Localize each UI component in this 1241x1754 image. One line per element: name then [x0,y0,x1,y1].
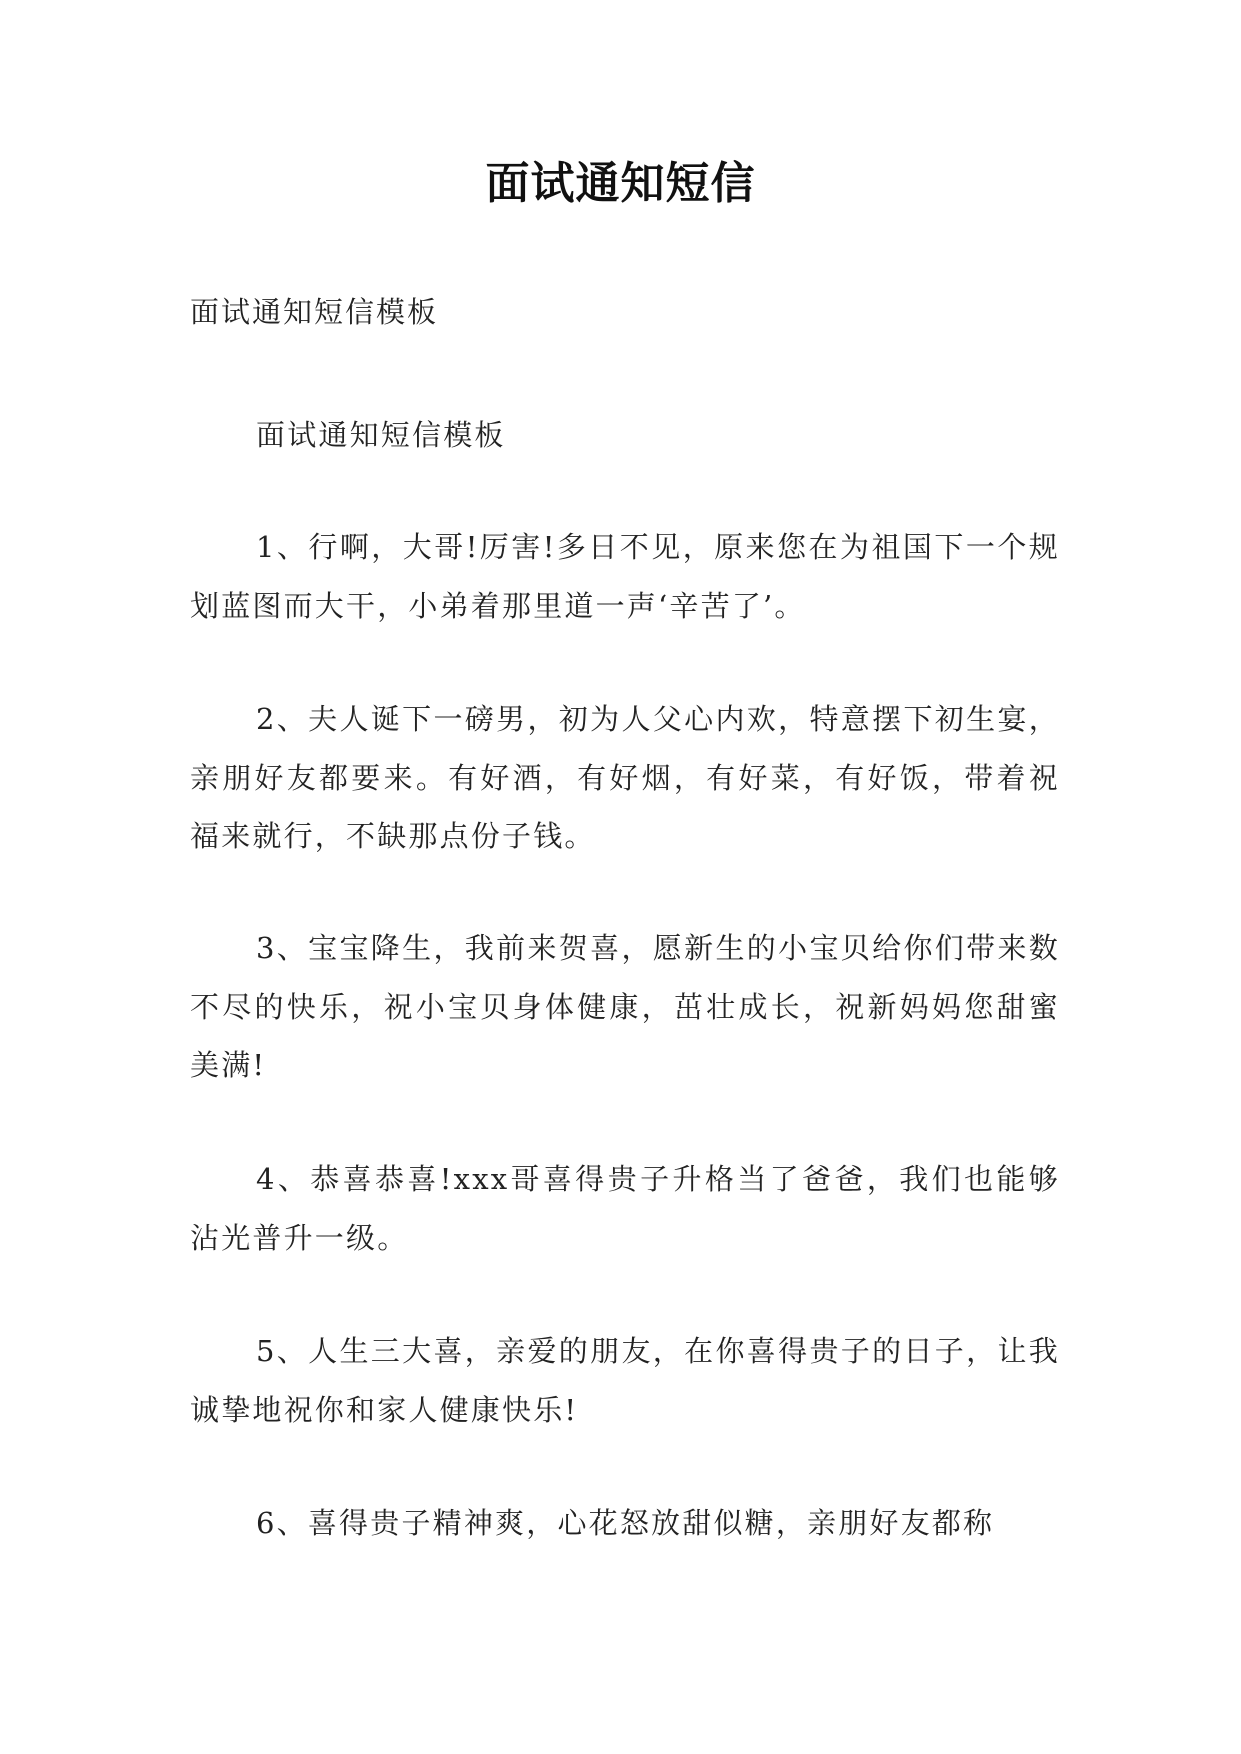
paragraph-2: 2、夫人诞下一磅男，初为人父心内欢，特意摆下初生宴，亲朋好友都要来。有好酒，有好烟，有好菜，有好饭，带着祝福来就行，不缺那点份子钱。 [190,702,1060,853]
paragraph-6: 6、喜得贵子精神爽，心花怒放甜似糖，亲朋好友都称 [256,1506,995,1540]
paragraph-heading: 面试通知短信模板 [256,418,506,452]
document-title: 面试通知短信 [485,158,756,209]
document-subtitle: 面试通知短信模板 [190,295,439,329]
paragraph-4: 4、恭喜恭喜!xxx哥喜得贵子升格当了爸爸，我们也能够沾光普升一级。 [190,1162,1060,1255]
paragraph-1: 1、行啊，大哥!厉害!多日不见，原来您在为祖国下一个规划蓝图而大干，小弟着那里道一声‘辛苦了’。 [190,530,1060,623]
paragraph-3: 3、宝宝降生，我前来贺喜，愿新生的小宝贝给你们带来数不尽的快乐，祝小宝贝身体健康，茁壮成长，祝新妈妈您甜蜜美满! [190,931,1060,1082]
paragraph-5: 5、人生三大喜，亲爱的朋友，在你喜得贵子的日子，让我诚挚地祝你和家人健康快乐! [190,1334,1060,1427]
